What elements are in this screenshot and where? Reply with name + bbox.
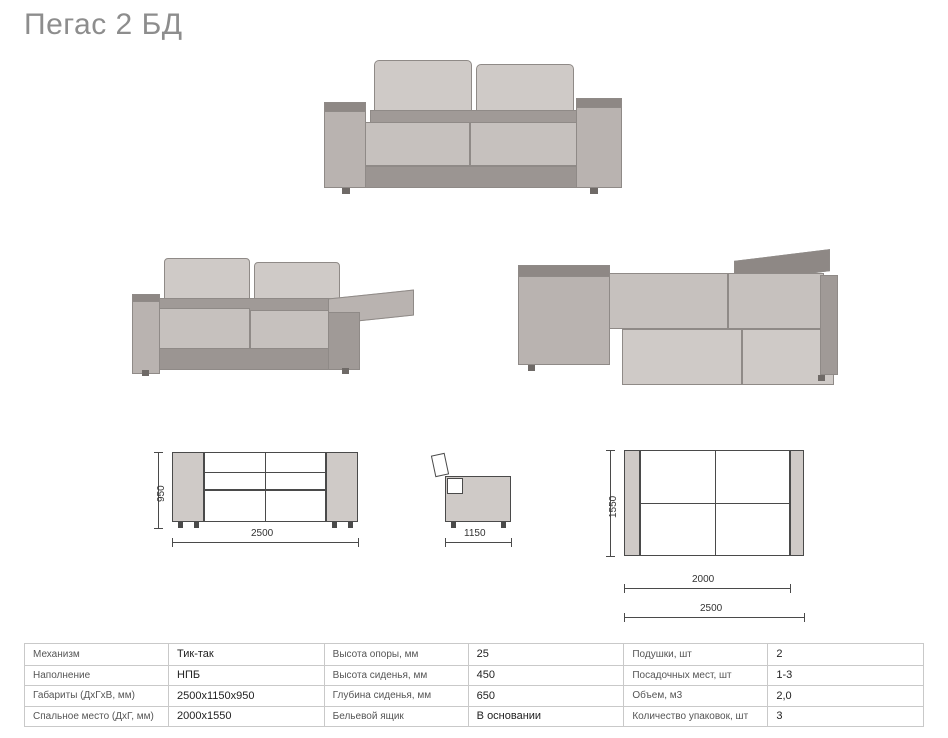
dim-sleepwidth-tick-bottom bbox=[606, 556, 615, 557]
dim-length-tick-left bbox=[172, 538, 173, 547]
dim-height-label: 950 bbox=[156, 485, 167, 502]
dim-depth-tick-left bbox=[445, 538, 446, 547]
spec-value: 25 bbox=[468, 644, 624, 665]
arm-left bbox=[324, 110, 366, 188]
bed-panel-far-right bbox=[728, 273, 824, 329]
seat-cushion-left bbox=[150, 308, 250, 350]
dim-length-label: 2500 bbox=[251, 528, 274, 539]
sofa-front-view bbox=[318, 58, 648, 198]
table-row bbox=[325, 706, 624, 727]
arm-near-top bbox=[518, 265, 610, 277]
spec-key: Объем, м3 bbox=[632, 690, 683, 702]
tech-drawing-plan bbox=[600, 440, 840, 625]
plan-divider-h bbox=[640, 503, 790, 504]
foot-2 bbox=[342, 368, 349, 374]
elev-foot-1 bbox=[178, 522, 183, 528]
dim-depth-label: 1150 bbox=[464, 528, 486, 539]
table-row bbox=[25, 644, 324, 665]
spec-column-3 bbox=[623, 644, 923, 726]
plan-side-right bbox=[790, 450, 804, 556]
side-foot-1 bbox=[451, 522, 456, 528]
dim-openlength-line bbox=[624, 617, 804, 618]
dim-sleeplength-tick-left bbox=[624, 584, 625, 593]
spec-column-1 bbox=[25, 644, 324, 726]
tech-drawing-front bbox=[150, 440, 400, 550]
plan-side-left bbox=[624, 450, 640, 556]
elev-arm-right bbox=[326, 452, 358, 522]
side-foot-2 bbox=[501, 522, 506, 528]
spec-key: Высота опоры, мм bbox=[332, 648, 419, 660]
elev-arm-left bbox=[172, 452, 204, 522]
foot-1 bbox=[142, 370, 149, 376]
arm-right-front bbox=[328, 312, 360, 370]
spec-key: Механизм bbox=[33, 648, 80, 660]
tech-drawing-side bbox=[425, 440, 535, 550]
dim-sleepwidth-tick-top bbox=[606, 450, 615, 451]
dim-depth-line bbox=[445, 542, 511, 543]
spec-key: Глубина сиденья, мм bbox=[332, 690, 432, 702]
arm-left-top bbox=[132, 294, 160, 302]
dim-openlength-label: 2500 bbox=[700, 603, 723, 614]
arm-near bbox=[518, 273, 610, 365]
arm-left bbox=[132, 300, 160, 374]
spec-column-2 bbox=[324, 644, 624, 726]
table-row bbox=[624, 685, 923, 706]
spec-key: Количество упаковок, шт bbox=[632, 710, 749, 722]
table-row bbox=[624, 665, 923, 686]
elev-divider bbox=[265, 452, 266, 522]
back-pillow-right bbox=[476, 64, 574, 116]
spec-key: Подушки, шт bbox=[632, 648, 692, 660]
back-pillow-left bbox=[164, 258, 250, 302]
table-row bbox=[325, 685, 624, 706]
table-row bbox=[25, 706, 324, 727]
spec-value: 2500х1150х950 bbox=[168, 686, 324, 706]
bed-panel-far-left bbox=[606, 273, 728, 329]
spec-key: Габариты (ДхГхВ, мм) bbox=[33, 690, 135, 702]
spec-key: Посадочных мест, шт bbox=[632, 669, 732, 681]
sofa-angled-open bbox=[518, 255, 838, 395]
spec-value: 1-3 bbox=[767, 666, 923, 686]
sofa-base bbox=[140, 348, 358, 370]
spec-value: 650 bbox=[468, 686, 624, 706]
elev-foot-2 bbox=[194, 522, 199, 528]
back-pillow-left bbox=[374, 60, 472, 116]
arm-right bbox=[576, 106, 622, 188]
page-title: Пегас 2 БД bbox=[24, 8, 183, 41]
seat-cushion-right bbox=[470, 122, 582, 166]
side-pillow bbox=[431, 453, 449, 477]
spec-value: 3 bbox=[767, 707, 923, 727]
dim-sleeplength-line bbox=[624, 588, 790, 589]
table-row bbox=[624, 644, 923, 665]
dim-height-tick-bottom bbox=[154, 528, 163, 529]
table-row bbox=[325, 665, 624, 686]
spec-value: 2 bbox=[767, 644, 923, 665]
dim-openlength-tick-left bbox=[624, 613, 625, 622]
dim-depth-tick-right bbox=[511, 538, 512, 547]
elev-cushion-line bbox=[204, 472, 326, 473]
table-row bbox=[325, 644, 624, 665]
spec-key: Наполнение bbox=[33, 669, 91, 681]
bed-panel-near-left bbox=[622, 329, 742, 385]
spec-value: НПБ bbox=[168, 666, 324, 686]
arm-right-top bbox=[576, 98, 622, 108]
dim-openlength-tick-right bbox=[804, 613, 805, 622]
table-row bbox=[25, 665, 324, 686]
spec-key: Спальное место (ДхГ, мм) bbox=[33, 710, 154, 722]
dim-length-tick-right bbox=[358, 538, 359, 547]
foot-2 bbox=[818, 375, 825, 381]
arm-left-top bbox=[324, 102, 366, 112]
dim-length-line bbox=[172, 542, 358, 543]
spec-value: Тик-так bbox=[168, 644, 324, 665]
spec-value: 2,0 bbox=[767, 686, 923, 706]
foot-2 bbox=[590, 188, 598, 194]
spec-key: Бельевой ящик bbox=[332, 710, 404, 722]
table-row bbox=[25, 685, 324, 706]
dim-sleeplength-tick-right bbox=[790, 584, 791, 593]
spec-key: Высота сиденья, мм bbox=[332, 669, 428, 681]
seat-cushion-left bbox=[358, 122, 470, 166]
spec-value: 450 bbox=[468, 666, 624, 686]
side-back-detail bbox=[447, 478, 463, 494]
dim-height-tick-top bbox=[154, 452, 163, 453]
table-row bbox=[624, 706, 923, 727]
foot-1 bbox=[528, 365, 535, 371]
spec-value: В основании bbox=[468, 707, 624, 727]
spec-value: 2000х1550 bbox=[168, 707, 324, 727]
dim-sleeplength-label: 2000 bbox=[692, 574, 715, 585]
bed-side-right bbox=[820, 275, 838, 375]
foot-1 bbox=[342, 188, 350, 194]
elev-foot-3 bbox=[332, 522, 337, 528]
elev-foot-4 bbox=[348, 522, 353, 528]
dim-sleepwidth-label: 1550 bbox=[608, 495, 619, 518]
sofa-angled-closed bbox=[132, 250, 422, 385]
spec-table bbox=[24, 643, 924, 727]
sofa-base bbox=[336, 166, 604, 188]
